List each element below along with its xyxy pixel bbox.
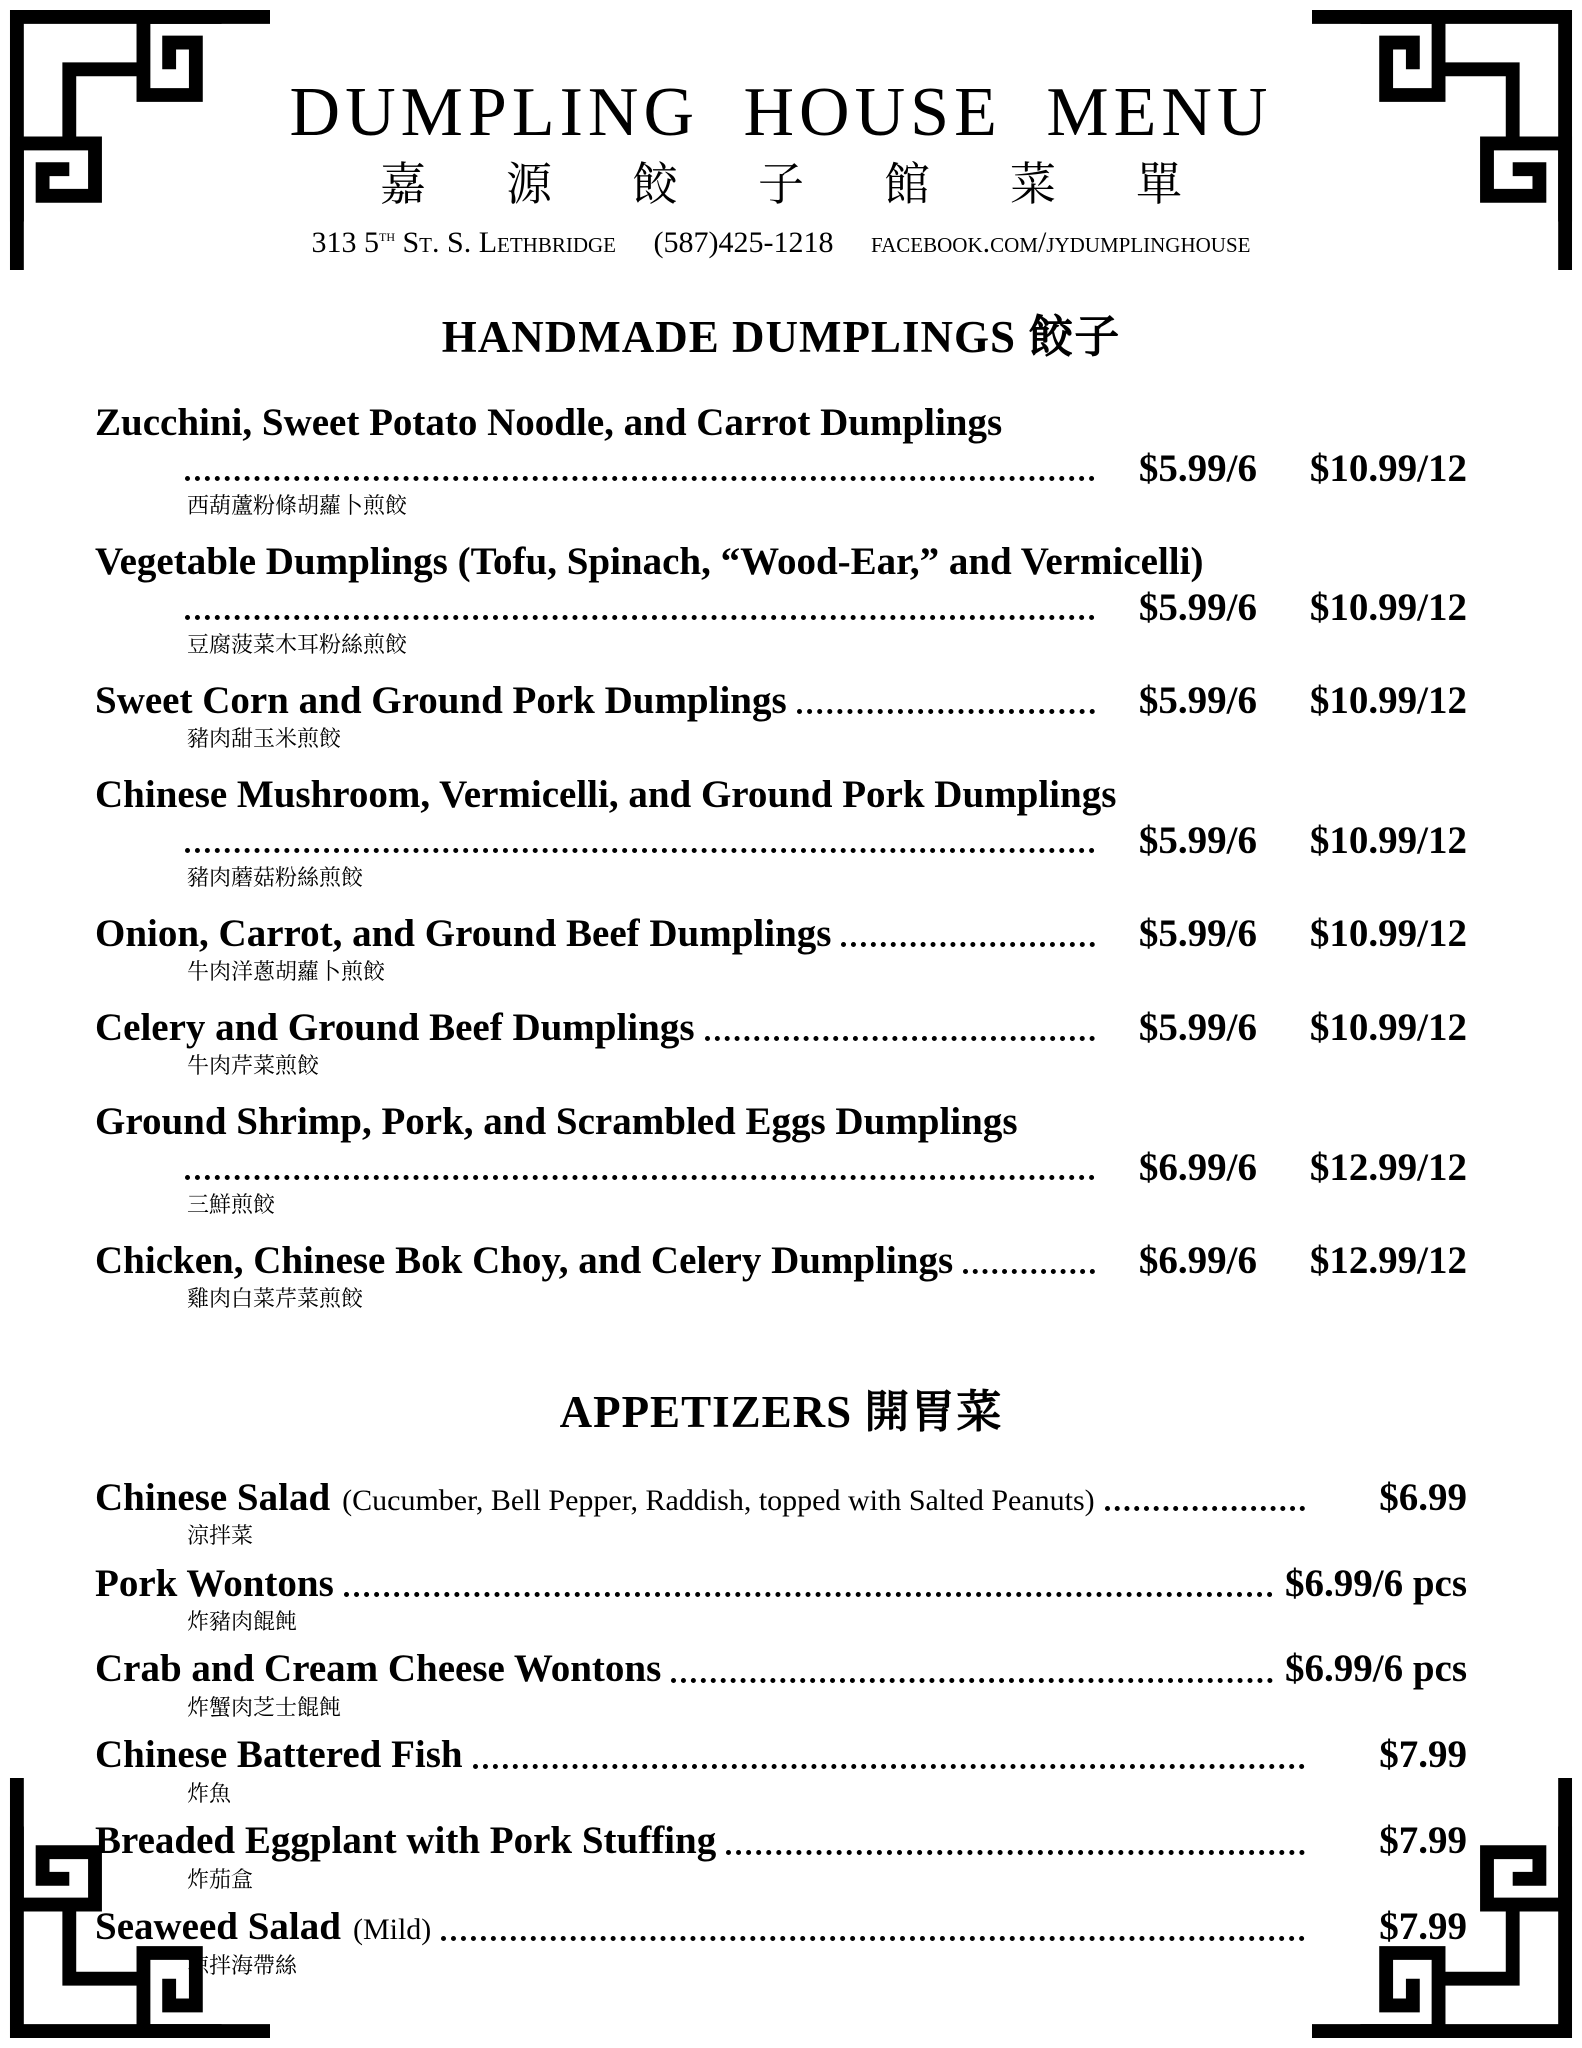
menu-item	[95, 1817, 1467, 1893]
item-price-secondary: $10.99/12	[1309, 447, 1467, 491]
item-price-primary: $6.99/6 pcs	[1284, 1647, 1467, 1691]
item-name-chinese: 雞肉白菜芹菜煎餃	[187, 1286, 364, 1312]
item-row-main	[95, 538, 1467, 586]
item-price-primary: $5.99/6	[1138, 819, 1257, 863]
menu-item	[95, 1903, 1467, 1979]
address-street: St. S. Lethbridge	[395, 225, 617, 259]
dot-leader	[726, 1850, 1305, 1855]
phone-number: (587)425-1218	[653, 225, 834, 259]
item-description: (Mild)	[352, 1913, 432, 1947]
item-name-chinese: 三鮮煎餃	[187, 1192, 276, 1218]
page-title: DUMPLING HOUSE MENU	[289, 74, 1273, 151]
item-price-primary: $6.99/6	[1138, 1238, 1257, 1282]
item-row-main	[95, 771, 1467, 819]
item-price-primary: $7.99	[1379, 1905, 1467, 1949]
item-name: Vegetable Dumplings (Tofu, Spinach, “Wood-Ear,” and Vermicelli)	[95, 539, 1204, 583]
item-name: Onion, Carrot, and Ground Beef Dumplings	[95, 911, 832, 955]
menu-item	[95, 1098, 1467, 1219]
section-items	[95, 1474, 1467, 1980]
item-name-chinese: 豬肉蘑菇粉絲煎餃	[187, 865, 364, 891]
dot-leader	[671, 1678, 1273, 1683]
item-row-main	[95, 1237, 1467, 1285]
dot-leader	[185, 848, 1095, 853]
item-price-primary: $6.99	[1379, 1475, 1467, 1519]
menu-item	[95, 677, 1467, 753]
item-name-chinese: 涼拌菜	[187, 1523, 254, 1549]
address-ordinal: th	[379, 224, 395, 245]
item-name: Ground Shrimp, Pork, and Scrambled Eggs Dumplings	[95, 1099, 1018, 1143]
dot-leader	[473, 1764, 1305, 1769]
item-row-main	[95, 1004, 1467, 1052]
menu-item	[95, 1237, 1467, 1313]
menu-item	[95, 1560, 1467, 1636]
menu-header	[95, 74, 1467, 260]
item-name-chinese: 牛肉洋蔥胡蘿卜煎餃	[187, 959, 386, 985]
item-name: Sweet Corn and Ground Pork Dumplings	[95, 678, 787, 722]
item-price-secondary: $10.99/12	[1309, 586, 1467, 630]
menu-section	[95, 300, 1467, 1313]
address-line	[95, 225, 1467, 260]
item-row-main	[95, 910, 1467, 958]
section-title: HANDMADE DUMPLINGS 餃子	[441, 311, 1121, 362]
item-row-main	[95, 1903, 1467, 1951]
menu-section	[95, 1375, 1467, 1980]
menu-item	[95, 1731, 1467, 1807]
item-name: Zucchini, Sweet Potato Noodle, and Carrot Dumplings	[95, 400, 1003, 444]
item-price-secondary: $10.99/12	[1309, 911, 1467, 955]
dot-leader	[963, 1269, 1095, 1274]
item-row-main	[95, 1817, 1467, 1865]
menu-item	[95, 1645, 1467, 1721]
menu-item	[95, 771, 1467, 892]
item-name: Chinese Mushroom, Vermicelli, and Ground Pork Dumplings	[95, 772, 1117, 816]
item-row-prices	[95, 585, 1467, 630]
item-name-chinese: 炸魚	[187, 1781, 232, 1807]
address-number: 313 5	[311, 225, 379, 259]
dot-leader	[797, 709, 1095, 714]
item-price-primary: $6.99/6 pcs	[1284, 1561, 1467, 1605]
item-name: Chinese Salad	[95, 1475, 331, 1519]
item-price-primary: $5.99/6	[1138, 586, 1257, 630]
item-name: Celery and Ground Beef Dumplings	[95, 1005, 695, 1049]
item-price-primary: $5.99/6	[1138, 447, 1257, 491]
menu-item	[95, 1004, 1467, 1080]
section-title: APPETIZERS 開胃菜	[559, 1386, 1003, 1437]
item-name-chinese: 涼拌海帶絲	[187, 1952, 298, 1978]
item-price-primary: $7.99	[1379, 1733, 1467, 1777]
item-name: Chicken, Chinese Bok Choy, and Celery Dumplings	[95, 1238, 954, 1282]
item-row-main	[95, 399, 1467, 447]
item-row-main	[95, 1560, 1467, 1608]
item-name-chinese: 炸茄盒	[187, 1867, 254, 1892]
item-row-main	[95, 1098, 1467, 1146]
item-name: Crab and Cream Cheese Wontons	[95, 1647, 662, 1691]
item-price-primary: $6.99/6	[1138, 1146, 1257, 1190]
section-items	[95, 399, 1467, 1313]
item-name-chinese: 炸豬肉餛飩	[187, 1609, 298, 1635]
item-name: Seaweed Salad	[95, 1905, 341, 1949]
item-price-secondary: $12.99/12	[1309, 1238, 1467, 1282]
menu-item	[95, 1474, 1467, 1550]
item-row-main	[95, 1474, 1467, 1522]
menu-item	[95, 399, 1467, 520]
dot-leader	[441, 1936, 1305, 1941]
menu-sections	[95, 300, 1467, 1980]
item-name: Breaded Eggplant with Pork Stuffing	[95, 1819, 717, 1863]
item-name-chinese: 炸蟹肉芝士餛飩	[187, 1695, 342, 1721]
item-price-primary: $5.99/6	[1138, 678, 1257, 722]
menu-item	[95, 910, 1467, 986]
item-price-secondary: $10.99/12	[1309, 819, 1467, 863]
item-name-chinese: 西葫蘆粉條胡蘿卜煎餃	[187, 493, 408, 519]
dot-leader	[841, 942, 1095, 947]
item-name-chinese: 豆腐菠菜木耳粉絲煎餃	[187, 632, 408, 658]
dot-leader	[185, 476, 1095, 481]
dot-leader	[1105, 1506, 1305, 1511]
item-row-prices	[95, 1145, 1467, 1190]
item-row-prices	[95, 446, 1467, 491]
item-description: (Cucumber, Bell Pepper, Raddish, topped with Salted Peanuts)	[342, 1483, 1095, 1517]
item-price-primary: $7.99	[1379, 1819, 1467, 1863]
item-row-main	[95, 1731, 1467, 1779]
item-name-chinese: 牛肉芹菜煎餃	[187, 1053, 320, 1079]
item-price-secondary: $10.99/12	[1309, 678, 1467, 722]
item-row-main	[95, 677, 1467, 725]
item-price-primary: $5.99/6	[1138, 911, 1257, 955]
dot-leader	[185, 1175, 1095, 1180]
item-name-chinese: 豬肉甜玉米煎餃	[187, 726, 342, 752]
item-row-prices	[95, 818, 1467, 863]
dot-leader	[344, 1592, 1273, 1597]
item-price-primary: $5.99/6	[1138, 1005, 1257, 1049]
item-price-secondary: $12.99/12	[1309, 1146, 1467, 1190]
item-price-secondary: $10.99/12	[1309, 1005, 1467, 1049]
facebook-url: facebook.com/jydumplinghouse	[871, 225, 1251, 259]
page-title-chinese: 嘉源餃子館菜單	[380, 159, 1262, 210]
dot-leader	[185, 615, 1095, 620]
item-name: Chinese Battered Fish	[95, 1733, 463, 1777]
item-row-main	[95, 1645, 1467, 1693]
menu-item	[95, 538, 1467, 659]
dot-leader	[705, 1036, 1095, 1041]
item-name: Pork Wontons	[95, 1561, 334, 1605]
